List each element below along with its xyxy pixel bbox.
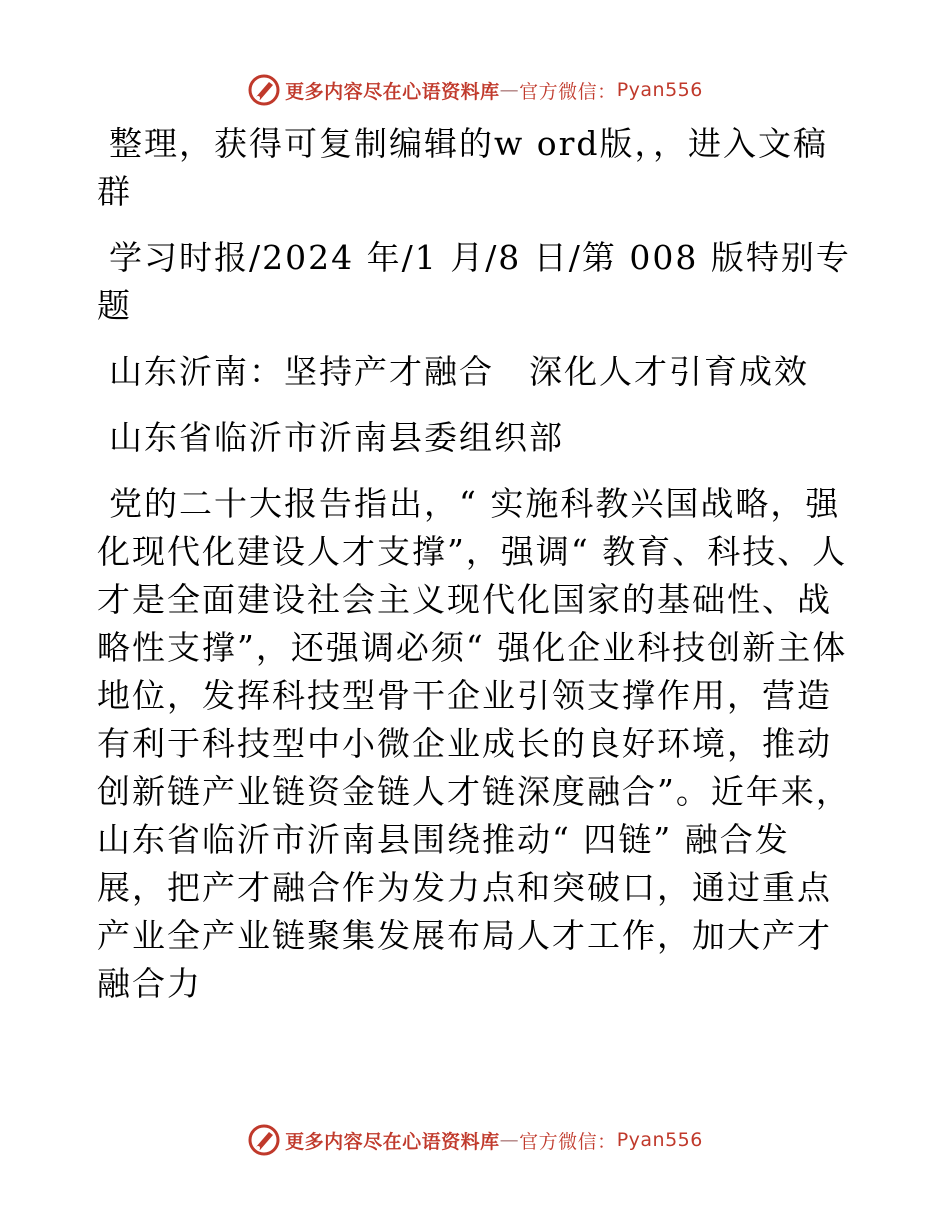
document-body [97, 120, 857, 1026]
pen-seal-icon [247, 1123, 281, 1157]
header-banner [0, 70, 950, 110]
banner-separator: — [499, 1129, 520, 1151]
body-paragraph: 党的二十大报告指出，“ 实施科教兴国战略，强化现代化建设人才支撑”，强调“ 教育、科技、人才是全面建设社会主义现代化国家的基础性、战略性支撑”，还强调必须“ 强化企业科技创新主体地位，发挥科技型骨干企业引领支撑作用，营造有利于科技型中小微企业成长的良好环境，推动创新链产业链资金链人才链深度融合”。近年来，山东省临沂市沂南县围绕推动“ 四链” 融合发展，把产才融合作为发力点和突破口，通过重点产业全产业链聚集发展布局人才工作，加大产才融合力 [97, 484, 851, 1003]
article-author: 山东省临沂市沂南县委组织部 [109, 418, 564, 457]
banner-separator: — [499, 79, 520, 101]
article-title: 山东沂南：坚持产才融合 深化人才引育成效 [109, 352, 809, 391]
source-line: 学习时报/2024 年/1 月/8 日/第 008 版特别专题 [97, 238, 851, 325]
banner-wechat-id: Pyan556 [616, 79, 703, 101]
banner-brand: 更多内容尽在心语资料库 [285, 80, 500, 103]
pen-seal-icon [247, 73, 281, 107]
footer-banner [0, 1120, 950, 1160]
intro-line: 整理，获得可复制编辑的w ord版，，进入文稿群 [97, 124, 829, 211]
banner-sub: 官方微信： [519, 80, 617, 103]
banner-brand: 更多内容尽在心语资料库 [285, 1130, 500, 1153]
banner-wechat-id: Pyan556 [616, 1129, 703, 1151]
banner-sub: 官方微信： [519, 1130, 617, 1153]
